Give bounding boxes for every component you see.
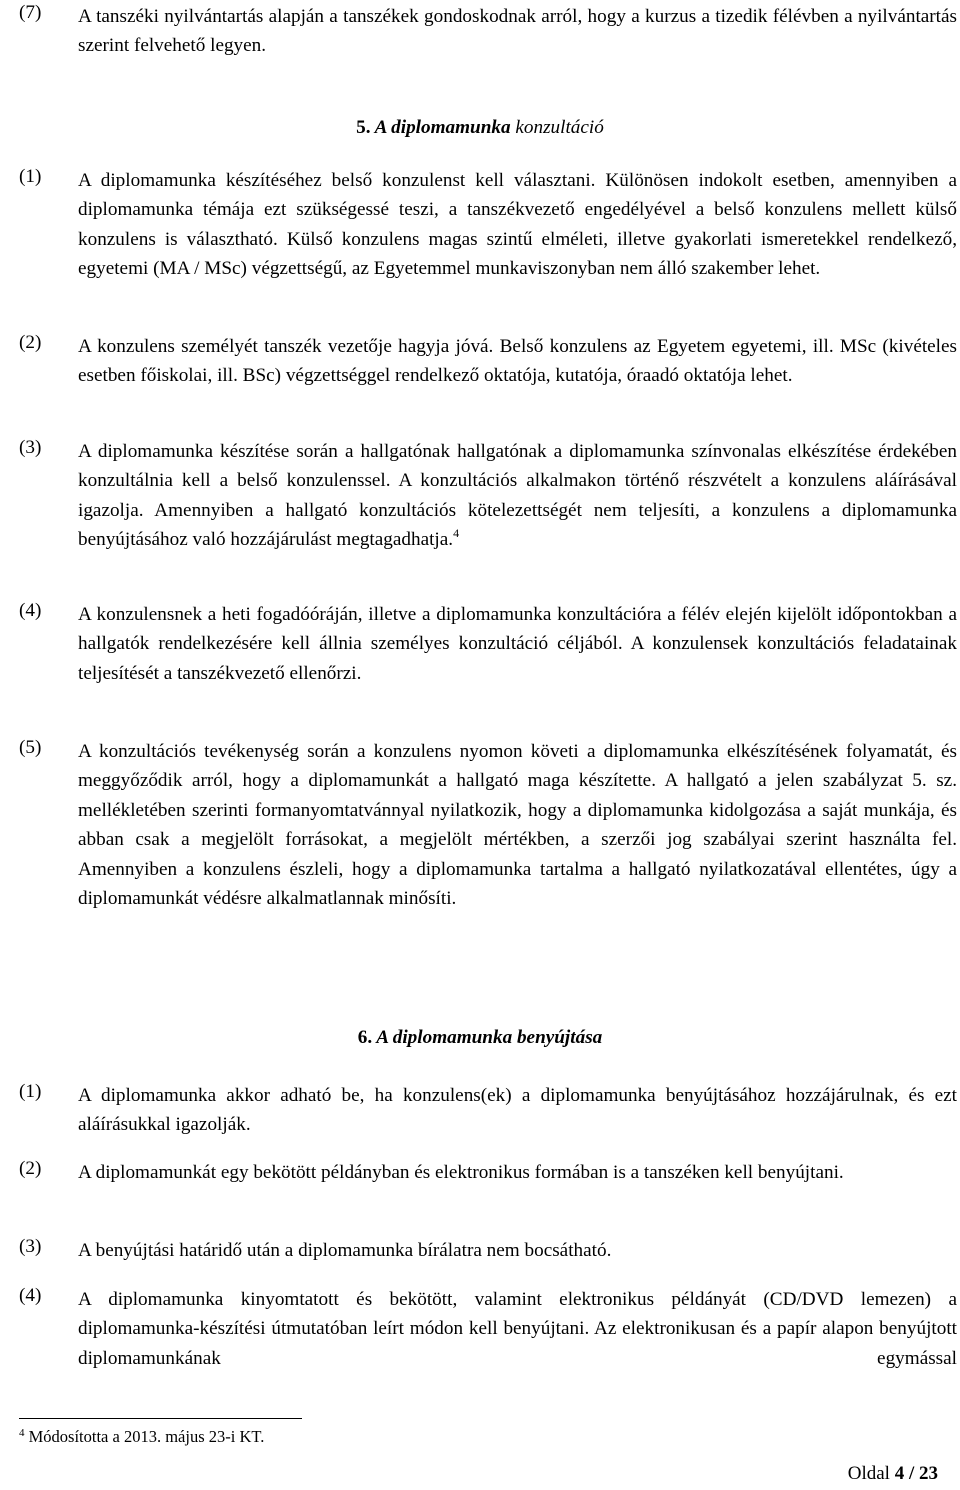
page-current: 4 [894, 1463, 905, 1484]
paragraph-7 [19, 2, 957, 61]
footnote-ref: 4 [453, 526, 460, 541]
s5-paragraph-5 [19, 737, 957, 913]
s5-paragraph-3 [19, 437, 957, 555]
paragraph-number: (3) [19, 437, 42, 458]
paragraph-number: (1) [19, 1081, 42, 1102]
paragraph-text: A konzulensnek a heti fogadóóráján, illetve a diplomamunka konzultációra a félév elején kijelölt időpontokban a hallgatók rendelkezésére kell állnia személyes konzultáció céljából. A konzulensek konzultációs feladatainak teljesítését a tanszékvezető ellenőrzi. [78, 604, 957, 684]
page-number [848, 1463, 938, 1485]
section-title: A diplomamunka [374, 117, 511, 138]
footnote-mark: 4 [19, 1427, 25, 1439]
page-total: 23 [919, 1463, 938, 1484]
paragraph-text: A konzultációs tevékenység során a konzulens nyomon követi a diplomamunka elkészítésének folyamatát, és meggyőződik arról, hogy a diplomamunkát a hallgató maga készítette. A hallgató a jelen szabályzat 5. sz. mellékletében szerinti formanyomtatvánnyal nyilatkozik, hogy a diplomamunka kidolgozása a saját munkája, és abban csak a megjelölt forrásokat, a megjelölt mértékben, a szerzői jog szabályai szerint használta fel. Amennyiben a konzulens észleli, hogy a diplomamunka tartalma a hallgató nyilatkozatával ellentétes, úgy a diplomamunkát védésre alkalmatlannak minősíti. [78, 741, 957, 910]
paragraph-text: A diplomamunka kinyomtatott és bekötött, valamint elektronikus példányát (CD/DVD lemezen) a diplomamunka-készítési útmutatóban leírt módon kell benyújtani. Az elektronikusan és a papír alapon benyújtott diplomamunkának egymással [78, 1289, 957, 1369]
footnote-divider [19, 1418, 302, 1419]
section-number: 6. [357, 1027, 373, 1048]
paragraph-text: A benyújtási határidő után a diplomamunka bírálatra nem bocsátható. [78, 1240, 612, 1261]
paragraph-text: A tanszéki nyilvántartás alapján a tanszékek gondoskodnak arról, hogy a kurzus a tizedik félévben a nyilvántartás szerint felvehető legyen. [78, 6, 957, 57]
section-6-heading [0, 1023, 960, 1052]
paragraph-number: (2) [19, 1158, 42, 1179]
section-5-heading [0, 113, 960, 142]
paragraph-text: A diplomamunkát egy bekötött példányban és elektronikus formában is a tanszéken kell benyújtani. [78, 1162, 844, 1183]
paragraph-number: (1) [19, 166, 42, 187]
footnote-text: Módosította a 2013. május 23-i KT. [28, 1427, 265, 1446]
paragraph-text: A konzulens személyét tanszék vezetője hagyja jóvá. Belső konzulens az Egyetem egyetemi, ill. MSc (kivételes esetben főiskolai, ill. BSc) végzettséggel rendelkező oktatója, kutatója, óraadó oktatója lehet. [78, 336, 957, 387]
s6-paragraph-1 [19, 1081, 957, 1140]
paragraph-number: (2) [19, 332, 42, 353]
paragraph-number: (3) [19, 1236, 42, 1257]
section-title-rest: konzultáció [515, 117, 604, 138]
footnote [19, 1425, 264, 1449]
paragraph-text: A diplomamunka készítéséhez belső konzulenst kell választani. Különösen indokolt esetben, amennyiben a diplomamunka témája ezt szükségessé teszi, a tanszékvezető engedélyével a belső konzulens mellett külső konzulens is választható. Külső konzulens magas szintű elméleti, illetve gyakorlati ismeretekkel rendelkező, egyetemi (MA / MSc) végzettségű, az Egyetemmel munkaviszonyban nem álló szakember lehet. [78, 170, 957, 280]
paragraph-number: (4) [19, 600, 42, 621]
s6-paragraph-2 [19, 1158, 957, 1187]
s6-paragraph-3 [19, 1236, 957, 1265]
s5-paragraph-4 [19, 600, 957, 688]
s5-paragraph-1 [19, 166, 957, 284]
paragraph-number: (4) [19, 1285, 42, 1306]
page-label: Oldal [847, 1463, 890, 1484]
paragraph-text: A diplomamunka készítése során a hallgatónak hallgatónak a diplomamunka színvonalas elkészítése érdekében konzultálnia kell a belső konzulenssel. A konzultációs alkalmakon történő részvételt a konzulens aláírásával igazolja. Amennyiben a hallgató konzultációs kötelezettségét nem teljesíti, a konzulens a diplomamunka benyújtásához való hozzájárulást megtagadhatja.$^4$ [78, 441, 957, 551]
page-separator: / [908, 1463, 915, 1484]
s6-paragraph-4 [19, 1285, 957, 1373]
section-number: 5. [356, 117, 371, 138]
paragraph-text: A diplomamunka akkor adható be, ha konzulens(ek) a diplomamunka benyújtásához hozzájárulnak, és ezt aláírásukkal igazolják. [78, 1085, 957, 1136]
paragraph-number: (5) [19, 737, 42, 758]
section-title: A diplomamunka benyújtása [376, 1027, 603, 1048]
s5-paragraph-2 [19, 332, 957, 391]
paragraph-number: (7) [19, 2, 42, 23]
